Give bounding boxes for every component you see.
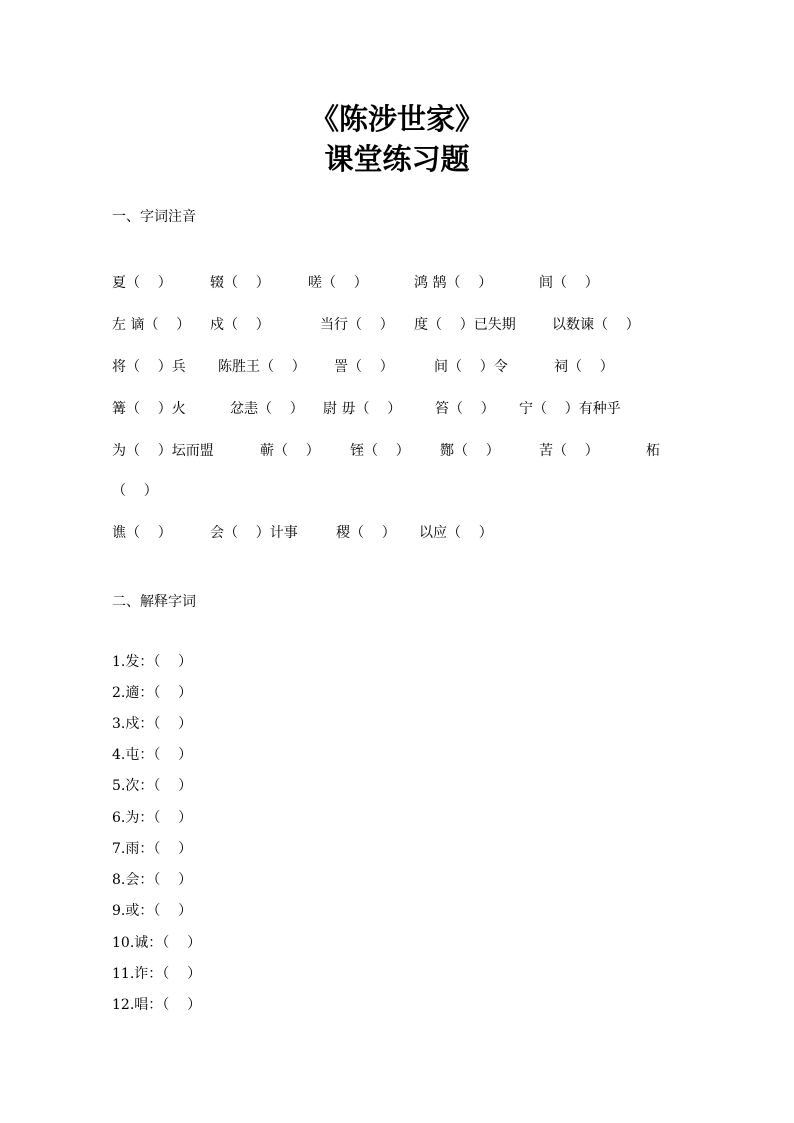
- definition-word: 戍：（ ）: [125, 716, 193, 732]
- definition-number: 11.: [112, 966, 135, 982]
- pronunciation-item: 苦（ ）: [539, 443, 599, 459]
- section-heading-definitions: 二、解释字词: [112, 594, 196, 610]
- definition-word: 会：（ ）: [125, 872, 193, 888]
- pronunciation-item: 闾（ ）: [539, 275, 599, 291]
- definition-word: 適：（ ）: [125, 685, 193, 701]
- definition-item: [112, 933, 201, 953]
- pronunciation-item: 以数谏（ ）: [552, 317, 640, 333]
- pronunciation-item: 酂（ ）: [440, 443, 500, 459]
- definition-number: 3.: [112, 716, 126, 732]
- definition-item: [112, 995, 201, 1015]
- pronunciation-item: 以应（ ）: [419, 525, 493, 541]
- pronunciation-item: 蕲（ ）: [260, 443, 320, 459]
- pronunciation-item: 铚（ ）: [350, 443, 410, 459]
- pronunciation-item: 夏（ ）: [112, 275, 172, 291]
- definition-number: 5.: [112, 778, 126, 794]
- pronunciation-item: 嗟（ ）: [308, 275, 368, 291]
- pronunciation-row: [112, 315, 712, 335]
- definition-word: 雨：（ ）: [125, 841, 193, 857]
- definition-number: 9.: [112, 903, 126, 919]
- definition-word: 为：（ ）: [125, 810, 193, 826]
- definition-number: 12.: [112, 997, 135, 1013]
- pronunciation-row: [112, 273, 712, 293]
- definition-word: 诈：（ ）: [134, 966, 202, 982]
- pronunciation-item: 笞（ ）: [435, 401, 495, 417]
- definition-word: 屯：（ ）: [125, 747, 193, 763]
- pronunciation-item: 当行（ ）: [320, 317, 394, 333]
- section-heading-pronunciation: 一、字词注音: [112, 209, 196, 225]
- definition-number: 10.: [112, 935, 135, 951]
- pronunciation-item: 戍（ ）: [210, 317, 270, 333]
- pronunciation-row: [112, 441, 712, 461]
- pronunciation-row: [112, 523, 712, 543]
- definition-word: 或：（ ）: [125, 903, 193, 919]
- definition-item: [112, 714, 192, 734]
- pronunciation-row: [112, 481, 712, 501]
- definition-number: 1.: [112, 654, 126, 670]
- pronunciation-item: 将（ ）兵: [112, 359, 186, 375]
- pronunciation-item: 柘: [646, 443, 660, 459]
- definition-item: [112, 839, 192, 859]
- definition-item: [112, 745, 192, 765]
- pronunciation-row: [112, 357, 712, 377]
- pronunciation-item: 左 谪（ ）: [112, 317, 191, 333]
- pronunciation-item: 祠（ ）: [554, 359, 614, 375]
- pronunciation-item: 度（ ）已失期: [414, 317, 516, 333]
- definition-word: 唱：（ ）: [134, 997, 202, 1013]
- pronunciation-item: 篝（ ）火: [112, 401, 186, 417]
- document-title: 《陈涉世家》: [309, 102, 484, 136]
- definition-item: [112, 683, 192, 703]
- pronunciation-item: 陈胜王（ ）: [218, 359, 306, 375]
- definition-number: 4.: [112, 747, 126, 763]
- pronunciation-row: [112, 399, 712, 419]
- definition-item: [112, 964, 201, 984]
- definition-item: [112, 652, 192, 672]
- pronunciation-item: 尉 毋（ ）: [323, 401, 402, 417]
- pronunciation-item: 辍（ ）: [210, 275, 270, 291]
- definition-number: 2.: [112, 685, 126, 701]
- definition-number: 8.: [112, 872, 126, 888]
- definition-item: [112, 808, 192, 828]
- pronunciation-item: 稷（ ）: [336, 525, 396, 541]
- pronunciation-item: 谯（ ）: [112, 525, 172, 541]
- definition-word: 发：（ ）: [125, 654, 193, 670]
- definition-word: 次：（ ）: [125, 778, 193, 794]
- definition-item: [112, 901, 192, 921]
- pronunciation-item: （ ）: [112, 483, 158, 499]
- pronunciation-item: 鸿 鹄（ ）: [414, 275, 493, 291]
- document-subtitle: 课堂练习题: [324, 142, 470, 176]
- definition-item: [112, 776, 192, 796]
- pronunciation-item: 忿恚（ ）: [230, 401, 304, 417]
- pronunciation-item: 会（ ）计事: [210, 525, 298, 541]
- definition-number: 6.: [112, 810, 126, 826]
- pronunciation-item: 为（ ）坛而盟: [112, 443, 214, 459]
- definition-item: [112, 870, 192, 890]
- definition-word: 诚：（ ）: [134, 935, 202, 951]
- pronunciation-item: 宁（ ）有种乎: [519, 401, 621, 417]
- definition-number: 7.: [112, 841, 126, 857]
- pronunciation-item: 詈（ ）: [334, 359, 394, 375]
- pronunciation-item: 间（ ）令: [434, 359, 508, 375]
